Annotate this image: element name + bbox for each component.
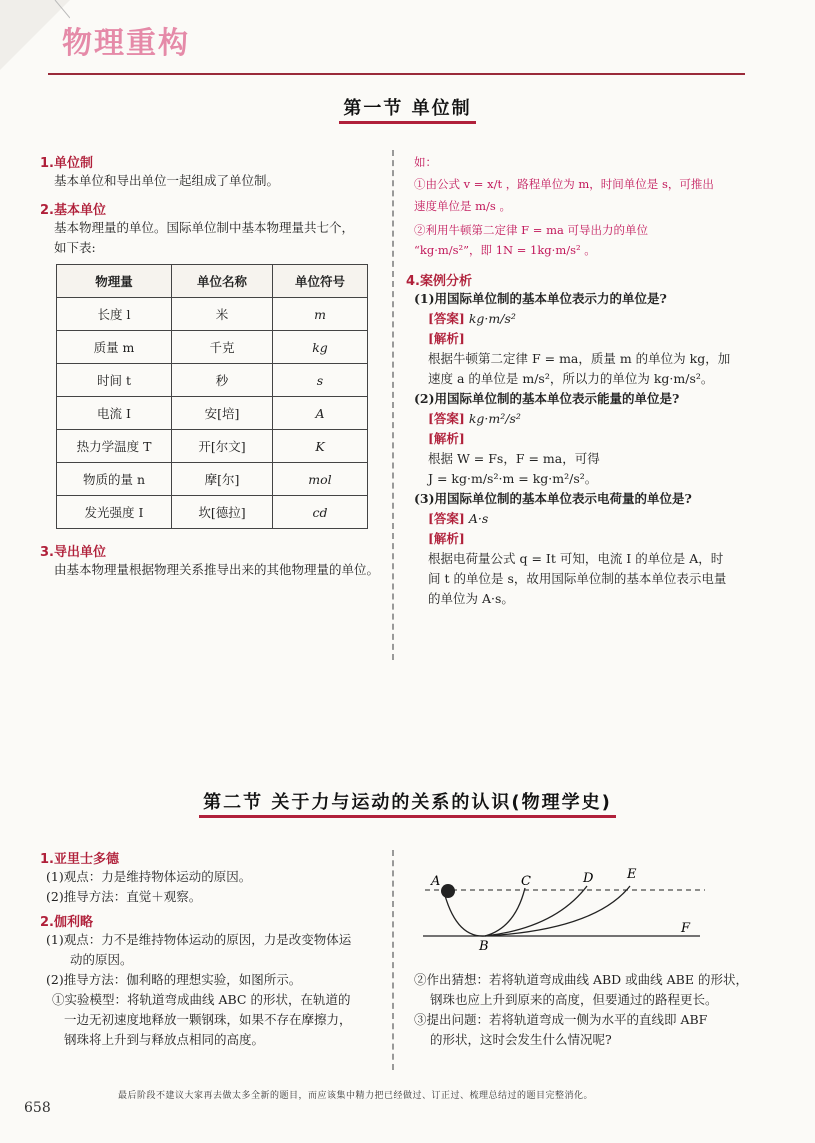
unit-system-heading: 1.单位制	[40, 156, 93, 171]
header-rule	[48, 73, 745, 75]
answer-tag: [答案]	[428, 411, 465, 426]
label-E: E	[627, 867, 637, 882]
section2-right-column	[414, 970, 774, 1050]
corner-fold-decoration	[0, 0, 70, 70]
base-units-table	[56, 264, 368, 529]
unit-system-text: 基本单位和导出单位一起组成了单位制。	[54, 173, 280, 188]
answer-3: A·s	[468, 511, 489, 526]
example-line-1: ①由公式 v = x/t ，路程单位为 m，时间单位是 s，可推出	[414, 177, 714, 191]
table-row	[57, 298, 368, 331]
base-unit-heading: 2.基本单位	[40, 203, 106, 218]
section2-left-column	[40, 848, 388, 1050]
table-cell: 物质的量 n	[57, 463, 172, 496]
label-B: B	[479, 939, 489, 954]
galileo-method: (2)推导方法：伽利略的理想实验，如图所示。	[46, 972, 302, 987]
table-cell: 长度 l	[57, 298, 172, 331]
book-header-title: 物理重构	[62, 26, 190, 61]
galileo-view-2: 动的原因。	[70, 952, 133, 967]
table-cell: 质量 m	[57, 331, 172, 364]
table-header: 单位名称	[172, 265, 273, 298]
galileo-model-1: ①实验模型：将轨道弯成曲线 ABC 的形状，在轨道的	[52, 992, 351, 1007]
answer-tag: [答案]	[428, 511, 465, 526]
table-row	[57, 397, 368, 430]
answer-2: kg·m²/s²	[468, 411, 521, 426]
table-header: 物理量	[57, 265, 172, 298]
answer-1: kg·m/s²	[468, 311, 516, 326]
case-analysis-heading: 4.案例分析	[406, 274, 472, 289]
table-cell: 发光强度 I	[57, 496, 172, 529]
label-C: C	[521, 874, 531, 889]
guess-line-1: ②作出猜想：若将轨道弯成曲线 ABD 或曲线 ABE 的形状，	[414, 972, 748, 987]
steel-ball	[441, 884, 455, 898]
table-cell: 秒	[172, 364, 273, 397]
galileo-view-1: (1)观点：力不是维持物体运动的原因，力是改变物体运	[46, 932, 352, 947]
question-3: (3)用国际单位制的基本单位表示电荷量的单位是?	[414, 491, 692, 506]
analysis-tag: [解析]	[428, 331, 465, 346]
table-row	[57, 463, 368, 496]
aristotle-method: (2)推导方法：直觉＋观察。	[46, 889, 202, 904]
question-2: (2)用国际单位制的基本单位表示能量的单位是?	[414, 391, 680, 406]
label-F: F	[681, 921, 691, 936]
example-line-4: “kg·m/s²”，即 1N = 1kg·m/s² 。	[414, 243, 596, 257]
example-line-2: 速度单位是 m/s 。	[414, 199, 511, 213]
table-cell: s	[273, 364, 368, 397]
label-A: A	[431, 874, 441, 889]
table-cell: mol	[273, 463, 368, 496]
aristotle-view: (1)观点：力是维持物体运动的原因。	[46, 869, 252, 884]
derived-unit-text: 由基本物理量根据物理关系推导出来的其他物理量的单位。	[54, 562, 380, 577]
example-intro: 如：	[414, 155, 437, 169]
page-number: 658	[24, 1100, 51, 1116]
analysis-3-line-1: 根据电荷量公式 q = It 可知，电流 I 的单位是 A，时	[428, 551, 724, 566]
table-cell: 热力学温度 T	[57, 430, 172, 463]
section2-title: 第二节 关于力与运动的关系的认识(物理学史)	[199, 792, 616, 818]
derived-unit-heading: 3.导出单位	[40, 545, 106, 560]
base-unit-text-2: 如下表:	[54, 240, 96, 255]
analysis-1-line-2: 速度 a 的单位是 m/s²，所以力的单位为 kg·m/s²。	[428, 371, 714, 386]
table-cell: K	[273, 430, 368, 463]
table-cell: kg	[273, 331, 368, 364]
galileo-heading: 2.伽利略	[40, 915, 93, 930]
table-row	[57, 496, 368, 529]
table-cell: 坎[德拉]	[172, 496, 273, 529]
analysis-tag: [解析]	[428, 531, 465, 546]
base-unit-text-1: 基本物理量的单位。国际单位制中基本物理量共七个，	[54, 220, 355, 235]
table-cell: 安[培]	[172, 397, 273, 430]
table-cell: 摩[尔]	[172, 463, 273, 496]
galileo-track-figure	[415, 858, 715, 958]
guess-line-2: 钢珠也应上升到原来的高度，但要通过的路程更长。	[430, 992, 718, 1007]
section1-right-column	[406, 152, 759, 609]
footer-note: 最后阶段不建议大家再去做太多全新的题目，而应该集中精力把已经做过、订正过、梳理总结过的题目完整消化。	[118, 1091, 594, 1101]
question-line-2: 的形状，这时会发生什么情况呢?	[430, 1032, 612, 1047]
galileo-model-3: 钢珠将上升到与释放点相同的高度。	[64, 1032, 265, 1047]
table-cell: cd	[273, 496, 368, 529]
table-cell: 电流 I	[57, 397, 172, 430]
analysis-3-line-3: 的单位为 A·s。	[428, 591, 514, 606]
table-cell: 千克	[172, 331, 273, 364]
example-line-3: ②利用牛顿第二定律 F = ma 可导出力的单位	[414, 223, 648, 237]
table-cell: 米	[172, 298, 273, 331]
question-1: (1)用国际单位制的基本单位表示力的单位是?	[414, 291, 667, 306]
column-divider	[392, 150, 394, 660]
table-row	[57, 331, 368, 364]
analysis-3-line-2: 间 t 的单位是 s，故用国际单位制的基本单位表示电量	[428, 571, 727, 586]
table-cell: 时间 t	[57, 364, 172, 397]
analysis-2-line-1: 根据 W = Fs，F = ma，可得	[428, 451, 600, 466]
aristotle-heading: 1.亚里士多德	[40, 852, 119, 867]
analysis-tag: [解析]	[428, 431, 465, 446]
question-line-1: ③提出问题：若将轨道弯成一侧为水平的直线即 ABF	[414, 1012, 708, 1027]
table-row	[57, 430, 368, 463]
answer-tag: [答案]	[428, 311, 465, 326]
table-cell: m	[273, 298, 368, 331]
column-divider-2	[392, 850, 394, 1070]
table-cell: A	[273, 397, 368, 430]
section1-title: 第一节 单位制	[339, 98, 475, 124]
analysis-2-line-2: J = kg·m/s²·m = kg·m²/s²。	[428, 471, 598, 486]
section1-left-column	[40, 152, 385, 580]
galileo-model-2: 一边无初速度地释放一颗钢珠，如果不存在摩擦力，	[64, 1012, 352, 1027]
label-D: D	[583, 871, 594, 886]
table-header: 单位符号	[273, 265, 368, 298]
table-header-row	[57, 265, 368, 298]
table-cell: 开[尔文]	[172, 430, 273, 463]
table-row	[57, 364, 368, 397]
analysis-1-line-1: 根据牛顿第二定律 F = ma，质量 m 的单位为 kg，加	[428, 351, 731, 366]
